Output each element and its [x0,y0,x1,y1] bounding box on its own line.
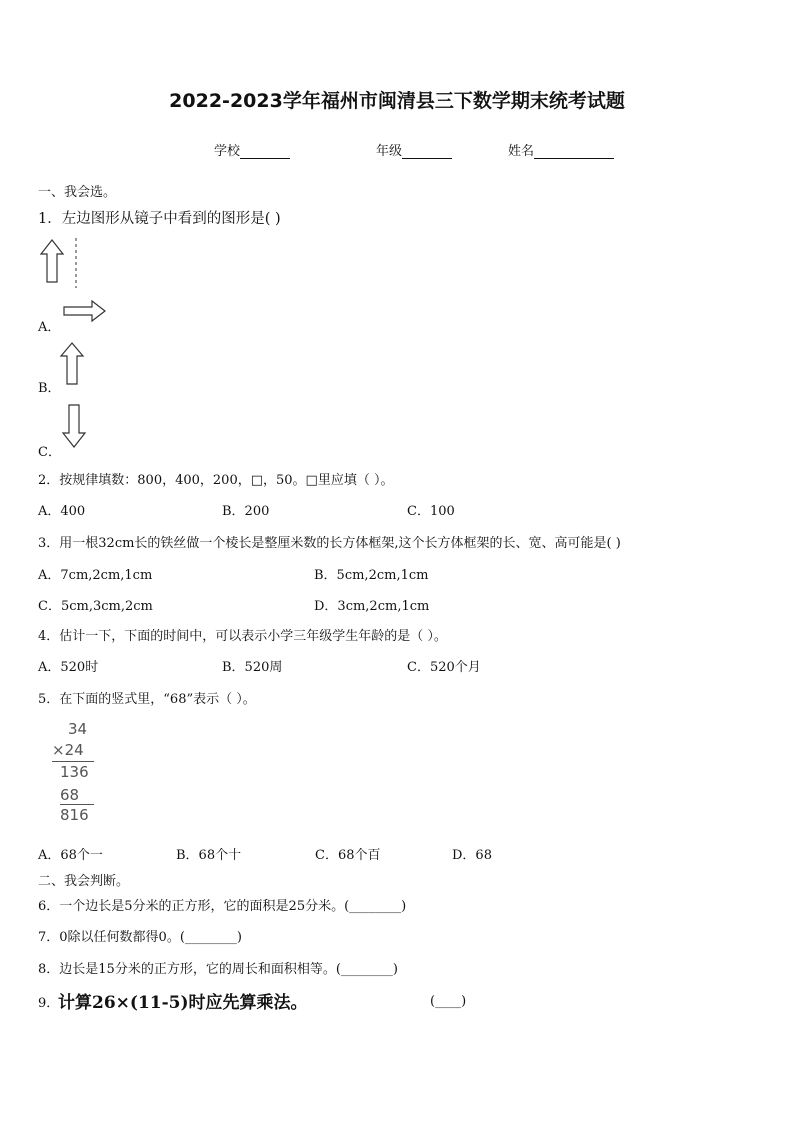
calc-row-5: 816 [60,806,89,824]
page-title: 2022-2023学年福州市闽清县三下数学期末统考试题 [169,90,625,112]
question-5-option-d[interactable]: D．68 [452,848,492,863]
grade-field[interactable] [376,140,452,159]
question-4-option-b[interactable]: B．520周 [222,660,283,675]
calc-line-1 [52,761,94,762]
calc-row-1: 34 [68,720,88,738]
question-1-option-a[interactable]: A． [38,320,61,335]
question-6-text: 6．一个边长是5分米的正方形，它的面积是25分米。(________) [38,899,407,914]
question-3-option-a[interactable]: A．7cm,2cm,1cm [38,568,153,583]
question-5-text: 5．在下面的竖式里，“68”表示（ ）。 [38,692,256,707]
calc-row-2: ×24 [52,741,84,759]
section-one-heading: 一、我会选。 [38,185,117,200]
question-3-option-b[interactable]: B．5cm,2cm,1cm [314,568,429,583]
question-1-option-c[interactable]: C． [38,445,61,460]
question-5-option-b[interactable]: B．68个十 [176,848,242,863]
question-8-text: 8．边长是15分米的正方形，它的周长和面积相等。(________) [38,962,398,977]
up-arrow-icon [60,342,86,388]
question-1-text: 1．左边图形从镜子中看到的图形是( ) [38,211,281,227]
question-2-option-a[interactable]: A．400 [38,504,86,519]
grade-label: 年级 [376,144,403,159]
question-9-text: 计算26×(11-5)时应先算乘法。 [58,993,308,1013]
question-7-text: 7．0除以任何数都得0。(________) [38,930,242,945]
school-blank[interactable] [240,144,290,159]
name-field[interactable] [508,140,614,159]
question-3-option-d[interactable]: D．3cm,2cm,1cm [314,599,430,614]
calc-line-2 [60,804,94,805]
school-label: 学校 [214,144,241,159]
question-5-option-c[interactable]: C．68个百 [315,848,381,863]
question-4-option-c[interactable]: C．520个月 [407,660,481,675]
question-1-option-b[interactable]: B． [38,381,61,396]
right-arrow-icon [62,300,108,324]
calc-row-4: 68 [60,786,80,804]
question-9-answer-paren[interactable]: (____) [430,994,467,1009]
question-9-label: 9． [38,996,60,1011]
section-two-heading: 二、我会判断。 [38,874,130,889]
school-field[interactable] [214,140,290,159]
down-arrow-icon [62,404,88,450]
grade-blank[interactable] [402,144,452,159]
name-label: 姓名 [508,144,535,159]
question-5-option-a[interactable]: A．68个一 [38,848,103,863]
question-2-option-b[interactable]: B．200 [222,504,270,519]
question-3-text: 3．用一根32cm长的铁丝做一个棱长是整厘米数的长方体框架,这个长方体框架的长、宽、高可能是( ) [38,536,621,551]
question-2-option-c[interactable]: C．100 [407,504,455,519]
question-2-text: 2．按规律填数：800，400，200，□，50。□里应填（ ）。 [38,473,394,488]
up-arrow-figure-icon [40,238,90,292]
question-4-option-a[interactable]: A．520时 [38,660,99,675]
question-3-option-c[interactable]: C．5cm,3cm,2cm [38,599,153,614]
question-4-text: 4．估计一下，下面的时间中，可以表示小学三年级学生年龄的是（ ）。 [38,629,447,644]
name-blank[interactable] [534,144,614,159]
calc-row-3: 136 [60,763,89,781]
